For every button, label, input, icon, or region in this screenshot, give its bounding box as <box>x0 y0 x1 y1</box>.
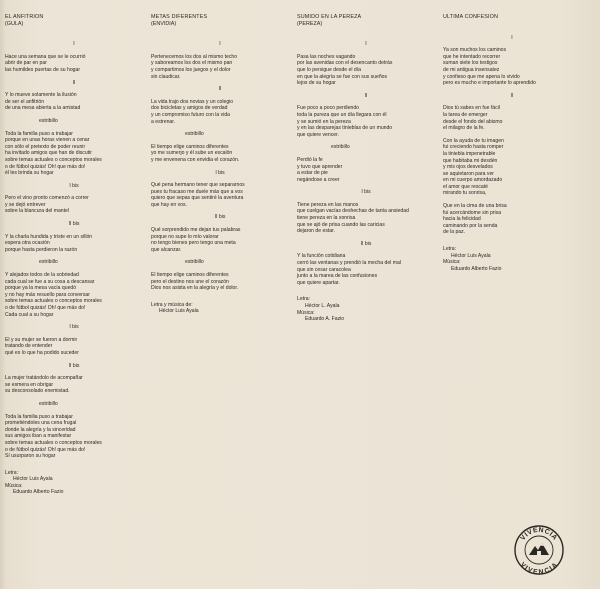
verse-line: sobre temas actuales o conceptos morales <box>5 156 102 163</box>
verse-line: porque hasta perdieron la razón <box>5 246 78 253</box>
credit-line: Héctor Luis Ayala <box>159 308 199 315</box>
svg-text:VIVENCIA <box>519 527 558 542</box>
verse-line: Que en la cima de una brisa <box>443 203 507 210</box>
verse-line: pero el destino nos une el corazón <box>151 278 229 285</box>
verse-block <box>5 375 143 395</box>
verse-line: porque en unas horas vienen a cenar <box>5 137 90 144</box>
verse-line: El tiempo elige caminos diferentes <box>151 272 229 279</box>
verse-line: y mis ojos desvelados <box>443 164 493 171</box>
verse-line: Toda la familia puso a trabajar <box>5 413 73 420</box>
verse-block <box>5 195 143 215</box>
verse-line: ha invitado amigos que han de discutir <box>5 150 92 157</box>
verse-block <box>443 105 581 131</box>
verse-line: tratando de entender <box>5 343 53 350</box>
section-marker: I bis <box>361 189 371 196</box>
song-subtitle: (PEREZA) <box>297 20 323 27</box>
verse-line: Qué sorprendido me dejan tus palabras <box>151 227 241 234</box>
verse-line: y confieso que me apena lo vivido <box>443 73 520 80</box>
verse-line: fui acercándome sin prisa <box>443 209 502 216</box>
verse-line: junto a la marea de las confusiones <box>297 273 378 280</box>
verse-line: Pasa las noches vagando <box>297 53 356 60</box>
verse-line: hacia la felicidad <box>443 216 481 223</box>
verse-line: y me envenena con envidia el corazón. <box>151 156 240 163</box>
verse-line: que hay en vos. <box>151 201 187 208</box>
verse-line: y se sumió en la pereza <box>297 118 351 125</box>
song-title: SUMIDO EN LA PEREZA <box>297 14 362 20</box>
verse-line: cada cual se fue a su cosa a descansar <box>5 278 95 285</box>
verse-block <box>151 54 289 80</box>
chorus-label: estribillo <box>331 144 350 151</box>
credit-line: Música: <box>5 482 23 489</box>
credit-line: Letra: <box>443 246 457 253</box>
section-marker: I <box>73 41 75 48</box>
verse-line: en que la alegría se fue con sus sueños <box>297 73 388 80</box>
verse-block <box>5 92 143 112</box>
verse-block <box>443 203 581 236</box>
verse-line: Ya son muchos los caminos <box>443 47 507 54</box>
verse-line: tiene pereza en la sonrisa <box>297 215 356 222</box>
verse-block <box>297 202 435 235</box>
verse-line: de mi antigua insensatez <box>443 66 500 73</box>
verse-block <box>151 182 289 208</box>
vivencia-logo <box>513 524 565 576</box>
credit-line: Eduardo A. Fazio <box>305 316 345 323</box>
verse-line: la tarea de emerger <box>443 111 488 118</box>
verse-line: porque no supe lo mío valorar <box>151 233 219 240</box>
verse-line: y no hay más resuello para conversar <box>5 291 90 298</box>
credit-line: Eduardo Alberto Fazio <box>13 489 64 496</box>
verse-line: donde la alegría y la sinceridad <box>5 426 76 433</box>
verse-line: Qué pena hermano tener que separarnos <box>151 182 245 189</box>
logo-top-text: VIVENCIA <box>519 526 559 542</box>
section-marker: II <box>72 79 76 86</box>
verse-line: o de fútbol quizás! Oh! que más do! <box>5 305 86 311</box>
verse-line: y en las desparejas tinieblas de un mundo <box>297 125 393 132</box>
verse-line: a estar de pie <box>297 170 328 177</box>
verse-line: qué es lo que ha podido suceder <box>5 349 79 356</box>
mountain-seal-icon <box>529 543 549 555</box>
credit-line: Letra: <box>5 469 19 476</box>
verse-line: Perdió la fe <box>297 156 323 163</box>
verse-line: pero es mucho e importante lo aprendido <box>443 80 536 87</box>
verse-block <box>5 337 143 357</box>
verse-line: caminando por la senda <box>443 222 498 229</box>
verse-line: Sí usurparon su hogar <box>5 453 56 460</box>
credit-line: Letra: <box>297 296 311 303</box>
verse-line: sobre la blancura del mantel <box>5 208 69 215</box>
section-marker: I <box>365 41 367 48</box>
verse-block <box>151 99 289 125</box>
verse-block <box>151 227 289 253</box>
verse-line: que cuelgan vacías deshechas de tanta ansiedad <box>297 208 409 215</box>
verse-line: Y la función cotidiana <box>297 253 346 260</box>
verse-line: porque ya la mesa vacía quedó <box>5 285 77 292</box>
verse-line: sin claudicar. <box>151 73 181 80</box>
verse-block <box>5 234 143 254</box>
verse-block <box>151 272 289 292</box>
credit-line: Eduardo Alberto Fazio <box>451 265 502 272</box>
verse-line: Con la ayuda de tu imagen <box>443 137 504 144</box>
logo-bottom-text: VIVENCIA <box>518 561 560 576</box>
section-marker: I bis <box>215 169 225 176</box>
chorus-label: estribillo <box>39 400 58 407</box>
verse-line: que quiere vencer. <box>297 131 339 138</box>
verse-line: Pertenecemos los dos al mismo techo <box>151 53 238 60</box>
verse-line: o de fútbol quizás! Oh! que más do! <box>5 163 86 170</box>
song-column-4 <box>443 14 581 272</box>
verse-line: desde el fondo del abismo <box>443 118 503 125</box>
section-marker: II bis <box>214 214 226 221</box>
verse-line: Dios nos asista en la alegría y el dolor. <box>151 285 239 292</box>
verse-block <box>297 105 435 138</box>
verse-line: se aquietaron para ver <box>443 170 494 177</box>
verse-line: que habitaba mi desdén <box>443 157 498 164</box>
chorus-label: estribillo <box>185 259 204 266</box>
verse-line: sus amigos iban a manifestar <box>5 433 72 440</box>
verse-line: que lo persigue desde el día <box>297 66 362 73</box>
song-title: EL ANFITRION <box>5 14 44 20</box>
verse-line: que quiere apartar. <box>297 279 340 286</box>
verse-block <box>5 54 143 74</box>
section-marker: I bis <box>69 324 79 331</box>
section-marker: I <box>511 34 513 41</box>
verse-block <box>5 131 143 177</box>
verse-line: sobre temas actuales o conceptos morales <box>5 439 102 446</box>
verse-line: prometiéndoles una cena frugal <box>5 420 77 427</box>
verse-line: Toda la familia puso a trabajar <box>5 130 73 137</box>
verse-block <box>443 47 581 87</box>
chorus-label: estribillo <box>185 131 204 138</box>
verse-line: Dios tú sabes en fue fácil <box>443 105 500 112</box>
section-marker: II bis <box>360 240 372 247</box>
verse-line: el milagro de la fe. <box>443 125 485 132</box>
verse-line: que se ajó de prisa cuando las caricias <box>297 221 385 228</box>
song-title: METAS DIFERENTES <box>151 14 208 20</box>
song-title: ULTIMA CONFESION <box>443 14 499 20</box>
verse-line: y compartimos los juegos y el dolor <box>151 66 231 73</box>
verse-line: que sin cesar caracolea <box>297 266 351 273</box>
verse-line: de ser el anfitrión <box>5 98 45 105</box>
credit-line: Héctor L. Ayala <box>305 303 340 309</box>
verse-line: en mi cuerpo amordazado <box>443 177 503 184</box>
section-marker: II <box>510 92 514 99</box>
song-column-1 <box>5 14 143 496</box>
verse-line: o de fútbol quizás! Oh! que más do! <box>5 446 86 453</box>
credit-line: Héctor Luis Ayala <box>13 476 53 483</box>
verse-line: El y su mujer se fueron a dormir <box>5 336 78 343</box>
verse-line: no tengo bienes pero tengo una meta <box>151 240 236 247</box>
verse-line: se esmera en obrigar <box>5 381 54 388</box>
verse-line: que alcanzar. <box>151 246 182 253</box>
verse-line: Tiene pereza en las manos <box>297 201 359 208</box>
verse-line: las humildes puertas de su hogar <box>5 66 81 73</box>
song-subtitle: (GULA) <box>5 20 24 27</box>
verse-line: pues tu fracaso me duele más que a vos <box>151 188 243 195</box>
verse-block <box>151 144 289 164</box>
section-marker: I <box>219 41 221 48</box>
verse-line: a estrenar. <box>151 118 176 125</box>
verse-line: que he intentado recorrer <box>443 53 501 60</box>
verse-line: la tiniebla impenetrable <box>443 150 496 157</box>
verse-line: Y alejados todos de la sobriedad <box>5 272 79 279</box>
chorus-label: estribillo <box>39 117 58 124</box>
verse-block <box>5 414 143 460</box>
song-credits <box>5 470 143 496</box>
section-marker: II bis <box>68 362 80 369</box>
verse-line: Hace una semana que se le ocurrió <box>5 53 86 60</box>
credit-line: Música: <box>297 309 315 316</box>
verse-line: y un compromiso futuro con la vida <box>151 111 230 118</box>
verse-line: su desconsolado enemistad. <box>5 388 70 395</box>
song-credits <box>297 296 435 322</box>
verse-line: fui creciendo hasta romper <box>443 144 504 151</box>
song-column-3 <box>297 14 435 323</box>
song-credits <box>443 246 581 272</box>
verse-line: espera otra ocasión <box>5 240 50 247</box>
credit-line: Héctor Luis Ayala <box>451 252 491 259</box>
verse-line: y se dejó entrever <box>5 201 46 208</box>
verse-line: suman siete los testigos <box>443 60 498 67</box>
section-marker: II <box>218 86 222 93</box>
verse-line: Y lo mueve solamente la ilusión <box>5 92 77 99</box>
verse-line: Fue poco a poco perdiendo <box>297 105 360 112</box>
verse-line: La mujer tratándolo de acompañar <box>5 375 83 382</box>
verse-line: quiero que sepas que sentiré la aventura <box>151 195 244 202</box>
section-marker: II bis <box>68 221 80 228</box>
verse-line: por las avenidas con el desencanto detrás <box>297 60 393 67</box>
verse-line: lejos de su hogar <box>297 80 336 87</box>
verse-line: abrir de par en par <box>5 60 47 67</box>
verse-block <box>297 157 435 183</box>
verse-line: mirando tu sonrisa, <box>443 190 487 197</box>
verse-line: y saboreamos los dos el mismo pan <box>151 60 233 67</box>
verse-line: dejaron de estar. <box>297 228 335 235</box>
credit-line: Letra y música de: <box>151 301 193 308</box>
verse-line: Y la charla hundida y triste en un sillón <box>5 233 93 240</box>
verse-block <box>297 253 435 286</box>
verse-line: y tuvo que aprender <box>297 163 343 170</box>
verse-line: sobre temas actuales o conceptos morales <box>5 298 102 305</box>
song-subtitle: (ENVIDIA) <box>151 20 177 27</box>
song-credits <box>151 302 289 315</box>
verse-line: toda la pureza que un día llegara con él <box>297 111 387 118</box>
verse-line: de una mesa abierta a la amistad <box>5 105 81 112</box>
verse-line: dos bicicletas y amigos de verdad <box>151 105 228 112</box>
verse-line: de la paz. <box>443 229 466 236</box>
verse-line: negándose a creer <box>297 176 340 183</box>
verse-line: cerró las ventanas y prendió la mecha del mal <box>297 260 401 267</box>
chorus-label: estribillo <box>39 259 58 266</box>
verse-line: él les brinda su hogar <box>5 170 54 177</box>
credit-line: Música: <box>443 259 461 266</box>
verse-line: Cada cual a su hogar <box>5 311 54 318</box>
verse-line: Pero el vino pronto comenzó a correr <box>5 195 89 202</box>
verse-line: el amor que rescaté <box>443 183 489 190</box>
verse-block <box>5 272 143 318</box>
section-marker: I bis <box>69 182 79 189</box>
verse-line: yo me sumerjo y él sube un escalón <box>151 150 233 157</box>
verse-line: El tiempo elige caminos diferentes <box>151 143 229 150</box>
section-marker: II <box>364 92 368 99</box>
verse-line: con sólo el pretexto de poder reunir <box>5 143 86 150</box>
song-column-2 <box>151 14 289 315</box>
verse-line: La vida trajo dos novias y un colegio <box>151 98 234 105</box>
verse-block <box>297 54 435 87</box>
verse-block <box>443 138 581 197</box>
